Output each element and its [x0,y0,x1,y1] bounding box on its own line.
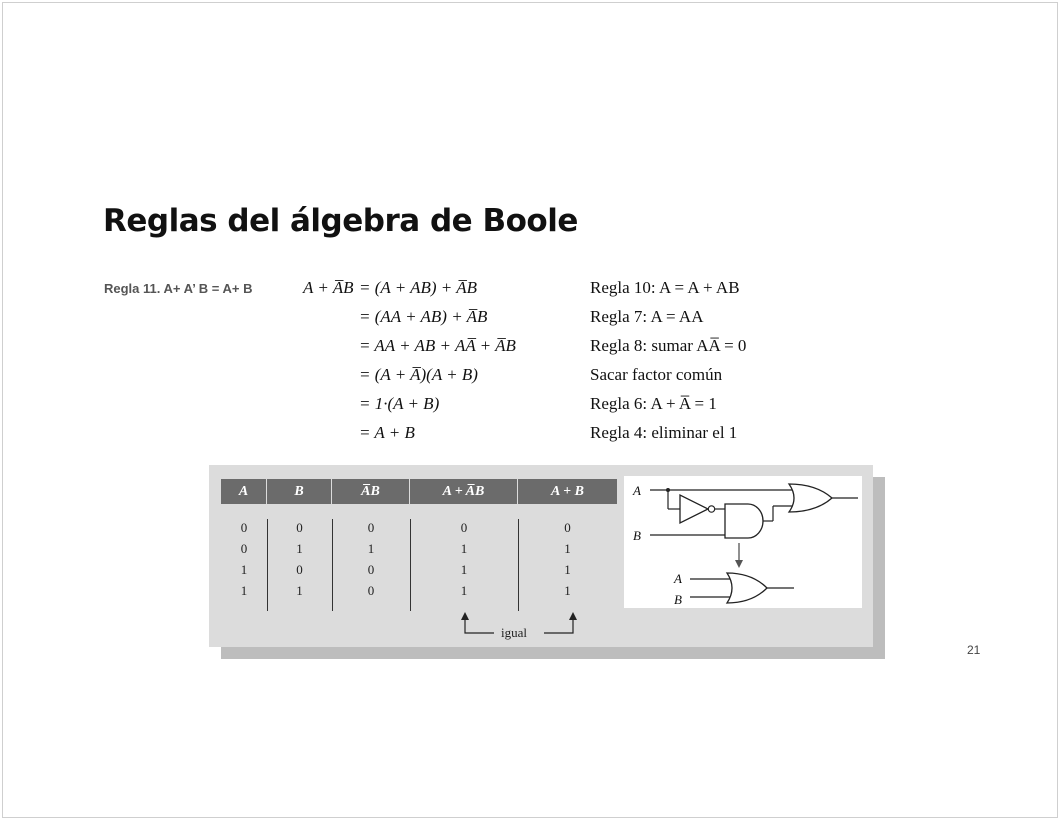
slide-title: Reglas del álgebra de Boole [103,203,578,239]
bracket-left-line [465,617,494,633]
table-cell: 0 [296,520,303,535]
proof-reason: Regla 10: A = A + AB [590,278,740,297]
table-cell: 0 [460,520,468,535]
truth-table-figure [209,465,873,647]
table-cell: 0 [240,520,248,535]
header-b: B [267,479,332,504]
table-cell: 1 [240,583,248,598]
circuit-drawing [624,476,862,608]
table-cell: 1 [296,541,303,556]
logic-circuit-diagram [624,476,862,608]
page-number: 21 [967,643,981,657]
proof-lhs: A + A̅B [303,278,354,297]
header-a-plus-b: A + B [551,484,584,499]
equal-label: igual [501,625,527,640]
not-gate-icon [680,495,708,523]
or-gate-icon [727,573,767,603]
simplified-input-b-label: B [674,592,682,607]
arrow-up-icon [461,612,469,620]
table-cell: 0 [367,562,375,577]
table-cell: 1 [564,562,571,577]
table-cell: 1 [460,562,468,577]
table-cell: 0 [367,520,375,535]
header-a: A [221,479,267,504]
proof-expression: = (AA + AB) + A̅B [359,307,488,326]
table-cell: 1 [460,541,468,556]
proof-reason: Regla 8: sumar AA̅ = 0 [590,336,747,355]
or-gate-icon [789,484,832,512]
table-cell: 1 [240,562,248,577]
slide [2,2,1058,818]
proof-expression: = AA + AB + AA̅ + A̅B [359,336,516,355]
table-cell: 0 [296,562,303,577]
proof-reason: Regla 7: A = AA [590,307,704,326]
arrow-up-icon [569,612,577,620]
table-cell: 0 [367,583,375,598]
table-cell: 0 [564,520,571,535]
proof-reason: Regla 6: A + A̅ = 1 [590,394,717,413]
table-cell: 0 [240,541,248,556]
proof-expression: = (A + A̅)(A + B) [359,365,478,384]
header-a-plus-not-a-b: A + A̅B [410,479,518,504]
proof-expression: = A + B [359,423,415,442]
input-a-label: A [633,483,641,498]
header-not-a-b: A̅B [332,479,410,504]
proof-expression: = (A + AB) + A̅B [359,278,477,297]
inverter-bubble [708,506,714,512]
bracket-right-line [544,617,573,633]
rule-label: Regla 11. A+ A’ B = A+ B [104,281,253,296]
table-cell: 1 [367,541,375,556]
arrow-down-icon [735,560,743,568]
input-b-label: B [633,528,641,543]
proof-expression: = 1·(A + B) [359,394,440,413]
equal-bracket [209,465,629,647]
table-cell: 1 [460,583,468,598]
and-gate-icon [725,504,763,538]
simplified-input-a-label: A [674,571,682,586]
table-cell: 1 [564,583,571,598]
proof-reason: Regla 4: eliminar el 1 [590,423,738,442]
table-cell: 1 [564,541,571,556]
table-cell: 1 [296,583,303,598]
proof-reason: Sacar factor común [590,365,723,384]
